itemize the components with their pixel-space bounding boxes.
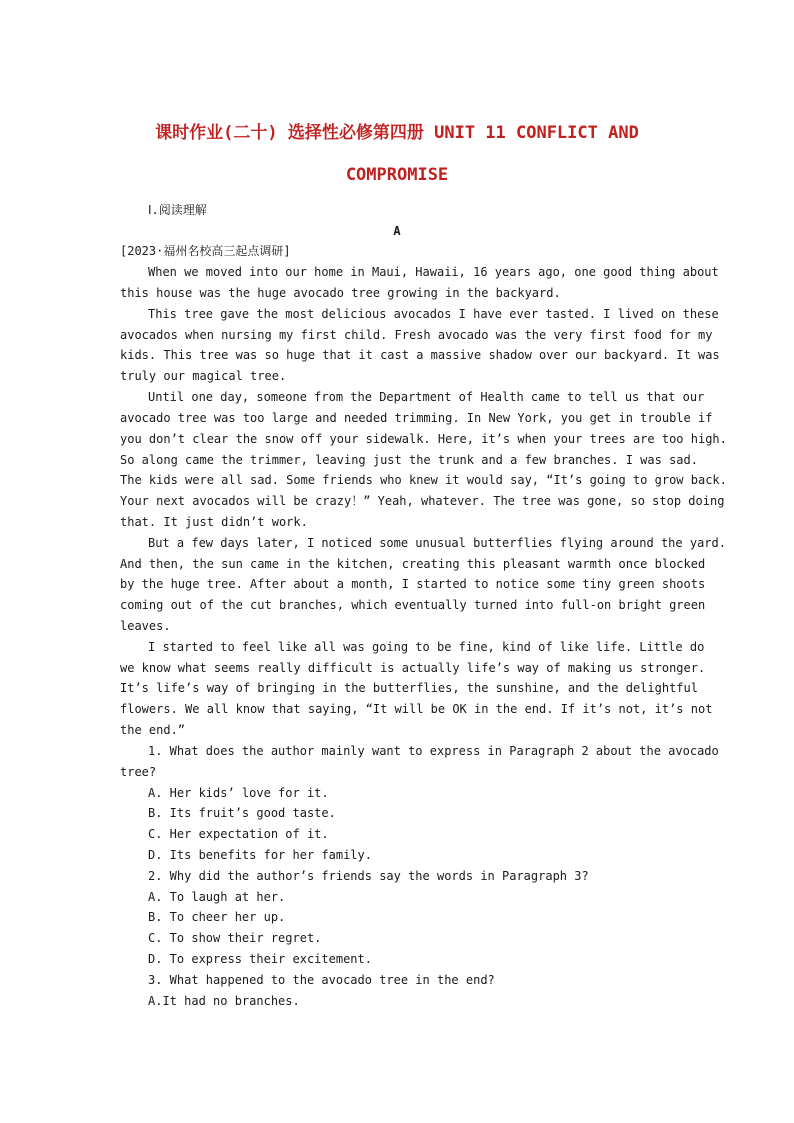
passage-line: Your next avocados will be crazy！” Yeah, whatever. The tree was gone, so stop doing — [120, 494, 725, 508]
question-2-option-c: C. To show their regret. — [148, 931, 322, 945]
passage-line: you don’t clear the snow off your sidewalk. Here, it’s when your trees are too high. — [120, 432, 727, 446]
question-1-option-d: D. Its benefits for her family. — [148, 848, 372, 862]
passage-line: So along came the trimmer, leaving just the trunk and a few branches. I was sad. — [120, 453, 698, 467]
passage-line: flowers. We all know that saying, “It will be OK in the end. If it’s not, it’s not — [120, 702, 713, 716]
passage-line: And then, the sun came in the kitchen, creating this pleasant warmth once blocked — [120, 557, 706, 571]
passage-line: The kids were all sad. Some friends who knew it would say, “It’s going to grow back. — [120, 473, 727, 487]
question-2-option-b: B. To cheer her up. — [148, 910, 286, 924]
passage-line: by the huge tree. After about a month, I started to notice some tiny green shoots — [120, 577, 706, 591]
passage-line: the end.” — [120, 723, 186, 737]
section-heading: Ⅰ.阅读理解 — [148, 203, 207, 217]
passage-line: kids. This tree was so huge that it cast a massive shadow over our backyard. It was — [120, 348, 720, 362]
question-1-option-c: C. Her expectation of it. — [148, 827, 329, 841]
passage-line: I started to feel like all was going to be fine, kind of like life. Little do — [148, 640, 705, 654]
passage-line: this house was the huge avocado tree growing in the backyard. — [120, 286, 561, 300]
passage-label: A — [393, 224, 401, 238]
passage-line: coming out of the cut branches, which eventually turned into full-on bright green — [120, 598, 706, 612]
passage-source: [2023·福州名校高三起点调研] — [120, 244, 291, 258]
passage-line: truly our magical tree. — [120, 369, 287, 383]
question-3-stem: 3. What happened to the avocado tree in the end? — [148, 973, 495, 987]
passage-line: When we moved into our home in Maui, Hawaii, 16 years ago, one good thing about — [148, 265, 719, 279]
question-1-stem-cont: tree? — [120, 765, 157, 779]
passage-line: It’s life’s way of bringing in the butterflies, the sunshine, and the delightful — [120, 681, 698, 695]
document-title-line-2: COMPROMISE — [345, 165, 449, 185]
passage-line: This tree gave the most delicious avocados I have ever tasted. I lived on these — [148, 307, 719, 321]
question-1-option-b: B. Its fruit’s good taste. — [148, 806, 336, 820]
question-1-stem: 1. What does the author mainly want to express in Paragraph 2 about the avocado — [148, 744, 719, 758]
passage-line: that. It just didn’t work. — [120, 515, 308, 529]
passage-line: But a few days later, I noticed some unusual butterflies flying around the yard. — [148, 536, 726, 550]
question-2-option-d: D. To express their excitement. — [148, 952, 372, 966]
passage-line: we know what seems really difficult is actually life’s way of making us stronger. — [120, 661, 706, 675]
question-2-option-a: A. To laugh at her. — [148, 890, 286, 904]
question-3-option-a: A.It had no branches. — [148, 994, 300, 1008]
question-2-stem: 2. Why did the author’s friends say the words in Paragraph 3? — [148, 869, 589, 883]
passage-line: Until one day, someone from the Department of Health came to tell us that our — [148, 390, 705, 404]
passage-line: avocado tree was too large and needed trimming. In New York, you get in trouble if — [120, 411, 713, 425]
passage-line: leaves. — [120, 619, 171, 633]
passage-line: avocados when nursing my first child. Fresh avocado was the very first food for my — [120, 328, 713, 342]
document-title-line-1: 课时作业(二十) 选择性必修第四册 UNIT 11 CONFLICT AND — [155, 123, 639, 143]
question-1-option-a: A. Her kids’ love for it. — [148, 786, 329, 800]
